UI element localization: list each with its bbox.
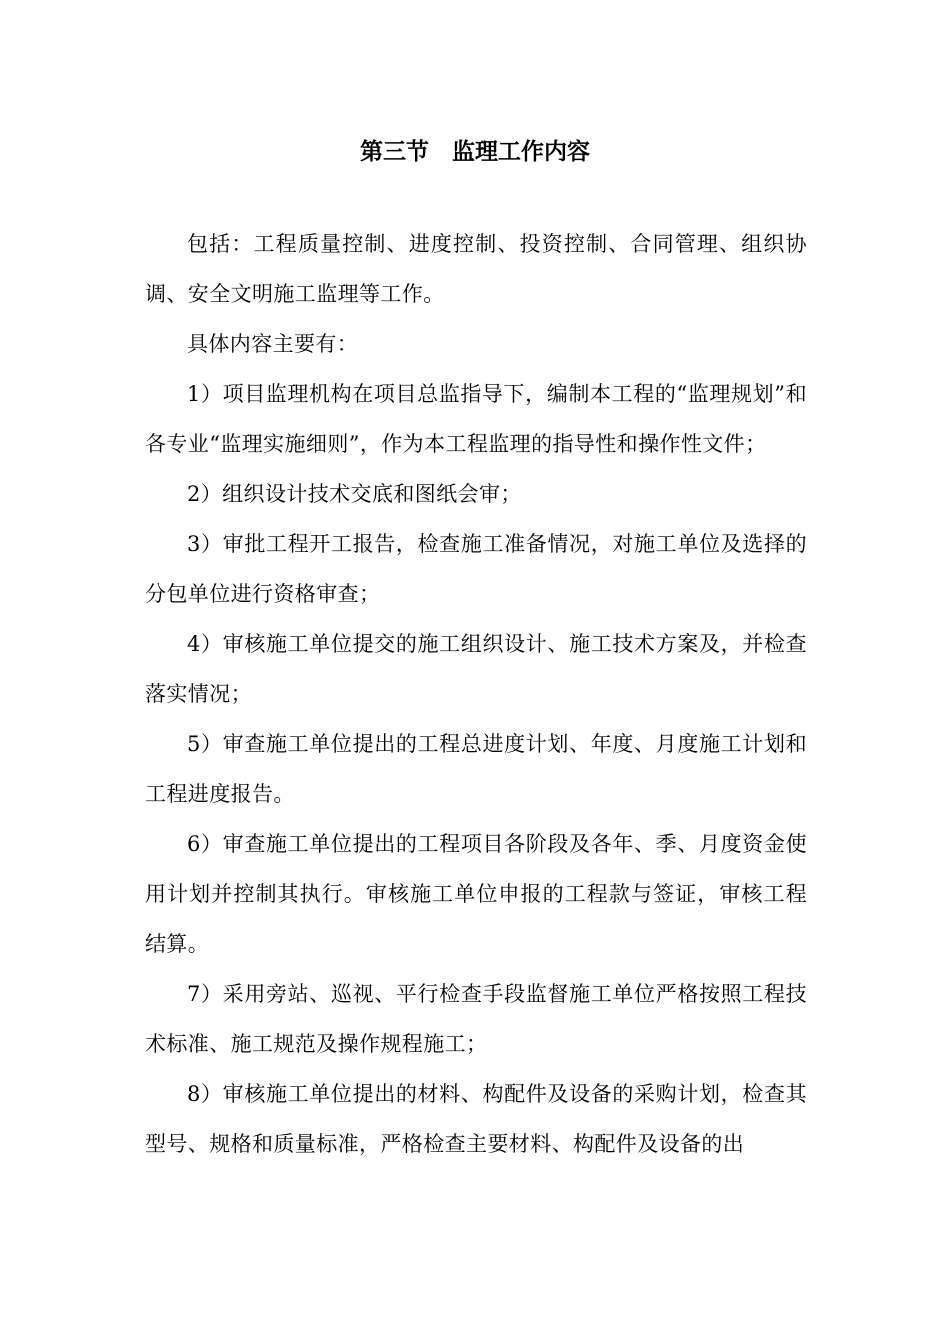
- document-body: [145, 219, 807, 1169]
- paragraph-intro: 具体内容主要有：: [187, 332, 359, 356]
- paragraph-item-3: 3）审批工程开工报告，检查施工准备情况，对施工单位及选择的分包单位进行资格审查；: [145, 532, 807, 606]
- paragraph-item-6: 6）审查施工单位提出的工程项目各阶段及各年、季、月度资金使用计划并控制其执行。审核施工单位申报的工程款与签证，审核工程结算。: [145, 832, 807, 956]
- paragraph-item-8: 8）审核施工单位提出的材料、构配件及设备的采购计划，检查其型号、规格和质量标准，严格检查主要材料、构配件及设备的出: [145, 1082, 807, 1156]
- paragraph-item-1: 1）项目监理机构在项目总监指导下，编制本工程的“监理规划”和各专业“监理实施细则”，作为本工程监理的指导性和操作性文件；: [145, 382, 807, 456]
- paragraph-item-4: 4）审核施工单位提交的施工组织设计、施工技术方案及，并检查落实情况；: [145, 632, 807, 706]
- paragraph-item-7: 7）采用旁站、巡视、平行检查手段监督施工单位严格按照工程技术标准、施工规范及操作规程施工；: [145, 982, 807, 1056]
- section-title: 第三节 监理工作内容: [360, 139, 590, 165]
- paragraph-item-5: 5）审查施工单位提出的工程总进度计划、年度、月度施工计划和工程进度报告。: [145, 732, 807, 806]
- paragraph-item-2: 2）组织设计技术交底和图纸会审；: [187, 482, 522, 506]
- paragraph-scope: 包括：工程质量控制、进度控制、投资控制、合同管理、组织协调、安全文明施工监理等工作。: [145, 232, 807, 306]
